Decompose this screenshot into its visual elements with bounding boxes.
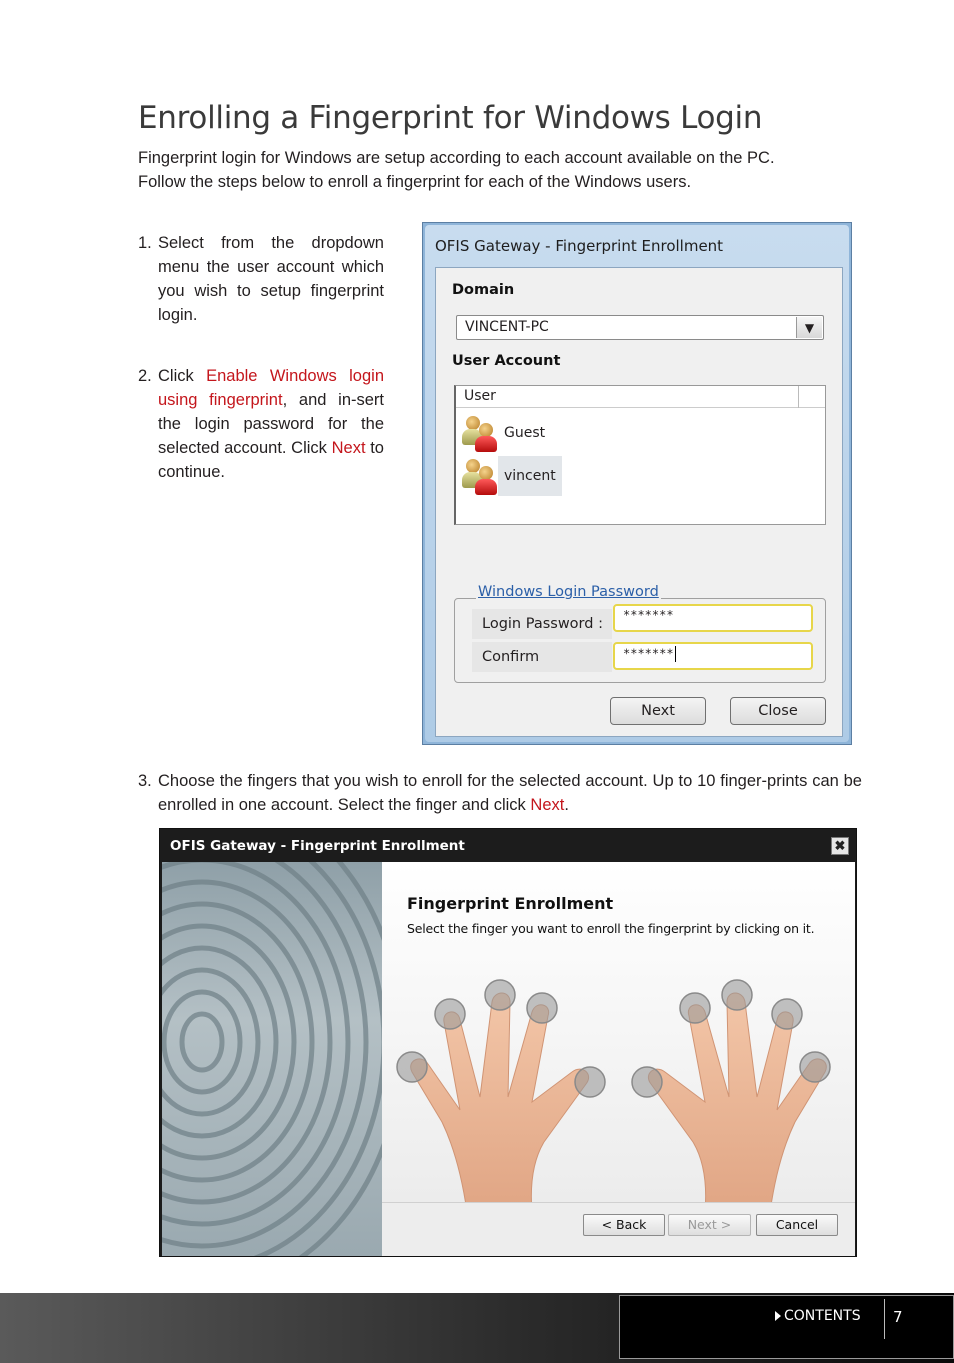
intro-line-2: Follow the steps below to enroll a fingerprint for each of the Windows users. [138, 173, 692, 191]
dialog-client-area [435, 267, 843, 737]
next-reference: Next [530, 796, 565, 814]
back-button[interactable]: < Back [583, 1214, 665, 1236]
finger-target-left-middle [485, 980, 515, 1010]
step-text-post: . [564, 796, 569, 814]
footer-divider [884, 1299, 885, 1339]
close-button[interactable]: Close [730, 697, 826, 725]
dialog-body [162, 862, 855, 1256]
contents-label: CONTENTS [784, 1308, 861, 1324]
list-item-guest[interactable] [462, 412, 551, 454]
step-text: Select from the dropdown menu the user account which you wish to setup fingerprint login. [158, 234, 384, 324]
step-text [158, 364, 384, 484]
cancel-button[interactable]: Cancel [756, 1214, 838, 1236]
finger-target-right-index [680, 993, 710, 1023]
login-password-input[interactable]: ******* [613, 604, 813, 632]
domain-label: Domain [452, 282, 515, 298]
confirm-password-value: ******* [623, 646, 674, 661]
intro-text [138, 146, 878, 194]
chevron-down-icon: ▼ [804, 320, 815, 335]
step-text-mid: , and in-sert the login password for the selected account. Click [158, 391, 384, 457]
contents-link[interactable] [775, 1308, 861, 1324]
finger-selection-dialog-window [159, 828, 857, 1257]
domain-dropdown[interactable] [456, 315, 824, 340]
step-number: 1. [138, 234, 152, 252]
window-title: OFIS Gateway - Fingerprint Enrollment [170, 838, 465, 854]
instruction-text: Select the finger you want to enroll the fingerprint by clicking on it. [407, 921, 815, 936]
list-header-user[interactable]: User [456, 386, 825, 408]
confirm-password-input[interactable] [613, 642, 813, 670]
next-reference: Next [331, 439, 366, 457]
next-button[interactable]: Next [610, 697, 706, 725]
window-title: OFIS Gateway - Fingerprint Enrollment [435, 237, 724, 255]
step-3 [138, 769, 862, 817]
step-text [158, 769, 862, 817]
fingerprint-graphic [162, 862, 382, 1256]
list-item-vincent[interactable] [462, 455, 562, 497]
finger-target-left-index [527, 993, 557, 1023]
finger-target-right-thumb [632, 1067, 662, 1097]
page-title: Enrolling a Fingerprint for Windows Login [138, 100, 763, 136]
page-number: 7 [893, 1308, 903, 1326]
text-caret [675, 646, 676, 662]
close-icon[interactable]: ✖ [831, 837, 849, 855]
enable-windows-login-option[interactable]: Windows Login Password [478, 584, 659, 600]
enable-windows-login-link: Enable Windows login using fingerprint [158, 367, 384, 409]
step-1 [138, 231, 384, 327]
users-icon [462, 457, 498, 495]
step-number: 2. [138, 367, 152, 385]
enrollment-dialog-window [422, 222, 852, 745]
step-text-pre: Choose the fingers that you wish to enroll for the selected account. Up to 10 finger-prints can be enrolled in one account. Select the finger and click [158, 772, 862, 814]
finger-target-left-thumb [575, 1067, 605, 1097]
step-text-pre: Click [158, 367, 207, 385]
fingerprint-enrollment-heading: Fingerprint Enrollment [407, 894, 614, 913]
footer-nav-box [619, 1295, 954, 1359]
fingerprint-swirl [162, 862, 382, 1256]
finger-target-right-middle [722, 980, 752, 1010]
intro-line-1: Fingerprint login for Windows are setup according to each account available on the PC. [138, 149, 775, 167]
finger-target-left-pinky [397, 1052, 427, 1082]
login-password-label: Login Password : [472, 609, 612, 639]
hands-illustration [382, 972, 855, 1212]
window-frame [425, 225, 849, 742]
left-hand [411, 993, 589, 1212]
next-button[interactable]: Next > [668, 1214, 751, 1236]
step-2 [138, 364, 384, 484]
dropdown-arrow-button[interactable] [796, 317, 822, 338]
user-name: Guest [504, 425, 546, 441]
right-hand [648, 993, 826, 1212]
confirm-label: Confirm [472, 642, 612, 672]
finger-target-right-pinky [800, 1052, 830, 1082]
users-icon [462, 414, 498, 452]
user-account-list[interactable] [454, 385, 826, 525]
user-name: vincent [498, 456, 562, 496]
step-text-post: to continue. [158, 439, 384, 481]
triangle-right-icon [775, 1311, 781, 1321]
step-number: 3. [138, 772, 152, 790]
domain-value: VINCENT-PC [465, 319, 549, 335]
finger-target-right-ring [772, 999, 802, 1029]
user-account-label: User Account [452, 353, 561, 369]
finger-target-left-ring [435, 999, 465, 1029]
